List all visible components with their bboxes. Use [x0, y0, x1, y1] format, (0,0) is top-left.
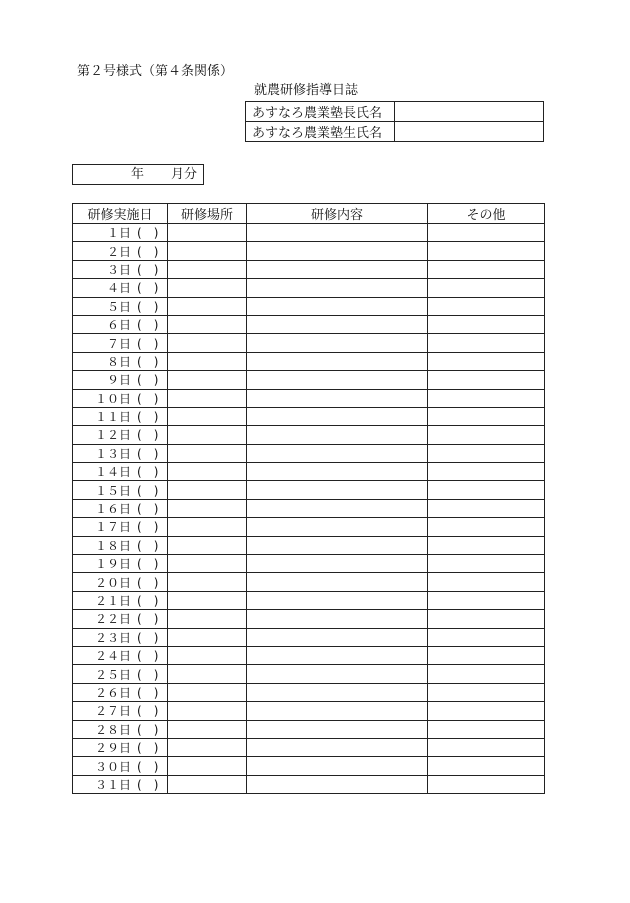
- table-row: [73, 463, 545, 481]
- table-row: [73, 481, 545, 499]
- table-row: [73, 738, 545, 756]
- location-cell[interactable]: [168, 702, 247, 720]
- day-suffix: 日: [119, 777, 132, 792]
- table-row: [73, 444, 545, 462]
- other-cell[interactable]: [428, 555, 545, 573]
- leader-name-field[interactable]: [395, 102, 544, 122]
- other-cell[interactable]: [428, 499, 545, 517]
- day-cell: [73, 481, 168, 499]
- weekday-blank[interactable]: ( ): [137, 373, 159, 388]
- location-cell[interactable]: [168, 426, 247, 444]
- day-cell: [73, 426, 168, 444]
- day-suffix: 日: [119, 262, 132, 277]
- content-cell[interactable]: [247, 260, 428, 278]
- location-cell[interactable]: [168, 463, 247, 481]
- day-suffix: 日: [119, 759, 132, 774]
- location-cell[interactable]: [168, 371, 247, 389]
- day-suffix: 日: [119, 446, 132, 461]
- weekday-blank[interactable]: ( ): [137, 299, 159, 314]
- content-cell[interactable]: [247, 757, 428, 775]
- student-name-field[interactable]: [395, 122, 544, 142]
- content-cell[interactable]: [247, 536, 428, 554]
- location-cell[interactable]: [168, 591, 247, 609]
- location-cell[interactable]: [168, 573, 247, 591]
- weekday-blank[interactable]: ( ): [137, 741, 159, 756]
- name-fields-table: [245, 101, 544, 142]
- content-cell[interactable]: [247, 702, 428, 720]
- location-cell[interactable]: [168, 334, 247, 352]
- location-cell[interactable]: [168, 260, 247, 278]
- other-cell[interactable]: [428, 481, 545, 499]
- table-row: [73, 279, 545, 297]
- content-cell[interactable]: [247, 242, 428, 260]
- day-number: １７: [94, 520, 119, 535]
- content-cell[interactable]: [247, 591, 428, 609]
- day-number: ２６: [94, 685, 119, 700]
- other-cell[interactable]: [428, 444, 545, 462]
- other-cell[interactable]: [428, 775, 545, 793]
- table-row: [73, 555, 545, 573]
- day-number: １５: [94, 483, 119, 498]
- table-row: [73, 297, 545, 315]
- weekday-blank[interactable]: ( ): [137, 704, 159, 719]
- day-number: １６: [94, 502, 119, 517]
- weekday-blank[interactable]: ( ): [137, 354, 159, 369]
- content-cell[interactable]: [247, 499, 428, 517]
- day-number: １０: [94, 391, 119, 406]
- day-cell: [73, 720, 168, 738]
- content-cell[interactable]: [247, 610, 428, 628]
- weekday-blank[interactable]: ( ): [137, 520, 159, 535]
- table-row: [73, 499, 545, 517]
- location-cell[interactable]: [168, 536, 247, 554]
- day-cell: [73, 518, 168, 536]
- day-number: ３０: [94, 759, 119, 774]
- other-cell[interactable]: [428, 407, 545, 425]
- table-row: [73, 242, 545, 260]
- table-row: [73, 352, 545, 370]
- day-suffix: 日: [119, 483, 132, 498]
- table-row: [73, 426, 545, 444]
- day-number: １９: [94, 557, 119, 572]
- weekday-blank[interactable]: ( ): [137, 594, 159, 608]
- table-row: [73, 665, 545, 683]
- day-suffix: 日: [119, 741, 132, 756]
- day-suffix: 日: [119, 299, 132, 314]
- day-suffix: 日: [119, 557, 132, 572]
- training-log-table: [72, 203, 545, 794]
- day-suffix: 日: [119, 354, 132, 369]
- table-row: [73, 224, 545, 242]
- day-number: ５: [106, 299, 119, 314]
- day-number: ２７: [94, 704, 119, 719]
- day-cell: [73, 665, 168, 683]
- table-row: [73, 610, 545, 628]
- day-number: １４: [94, 465, 119, 480]
- day-number: ７: [106, 336, 119, 351]
- location-cell[interactable]: [168, 499, 247, 517]
- content-cell[interactable]: [247, 720, 428, 738]
- weekday-blank[interactable]: ( ): [137, 538, 159, 553]
- weekday-blank[interactable]: ( ): [137, 685, 159, 700]
- content-cell[interactable]: [247, 683, 428, 701]
- day-number: ２２: [94, 612, 119, 627]
- table-row: [73, 536, 545, 554]
- weekday-blank[interactable]: ( ): [137, 557, 159, 572]
- day-suffix: 日: [119, 704, 132, 719]
- table-row: [73, 315, 545, 333]
- location-cell[interactable]: [168, 481, 247, 499]
- content-cell[interactable]: [247, 426, 428, 444]
- day-cell: [73, 407, 168, 425]
- weekday-blank[interactable]: ( ): [137, 465, 159, 480]
- content-cell[interactable]: [247, 444, 428, 462]
- content-cell[interactable]: [247, 573, 428, 591]
- content-cell[interactable]: [247, 646, 428, 664]
- content-cell[interactable]: [247, 279, 428, 297]
- day-cell: [73, 610, 168, 628]
- day-suffix: 日: [119, 667, 132, 682]
- day-number: ６: [106, 318, 119, 333]
- other-cell[interactable]: [428, 646, 545, 664]
- content-cell[interactable]: [247, 463, 428, 481]
- table-row: [73, 260, 545, 278]
- day-cell: [73, 591, 168, 609]
- other-cell[interactable]: [428, 738, 545, 756]
- day-number: ４: [106, 281, 119, 296]
- weekday-blank[interactable]: ( ): [137, 244, 159, 259]
- content-cell[interactable]: [247, 775, 428, 793]
- weekday-blank[interactable]: ( ): [137, 281, 159, 296]
- day-number: ２４: [94, 649, 119, 664]
- day-cell: [73, 628, 168, 646]
- day-suffix: 日: [119, 685, 132, 700]
- content-cell[interactable]: [247, 518, 428, 536]
- day-number: ８: [106, 354, 119, 369]
- table-row: [73, 518, 545, 536]
- student-name-row: [246, 122, 544, 142]
- header-training-date: 研修実施日: [73, 204, 168, 224]
- day-suffix: 日: [119, 428, 132, 443]
- day-suffix: 日: [119, 502, 132, 517]
- weekday-blank[interactable]: ( ): [137, 428, 159, 443]
- location-cell[interactable]: [168, 407, 247, 425]
- location-cell[interactable]: [168, 297, 247, 315]
- day-cell: [73, 738, 168, 756]
- location-cell[interactable]: [168, 665, 247, 683]
- location-cell[interactable]: [168, 352, 247, 370]
- day-suffix: 日: [119, 630, 132, 645]
- month-label: 月分: [171, 167, 198, 182]
- other-cell[interactable]: [428, 683, 545, 701]
- content-cell[interactable]: [247, 628, 428, 646]
- table-row: [73, 334, 545, 352]
- weekday-blank[interactable]: ( ): [137, 226, 159, 241]
- header-training-content: 研修内容: [247, 204, 428, 224]
- header-training-location: 研修場所: [168, 204, 247, 224]
- day-cell: [73, 334, 168, 352]
- document-title: 就農研修指導日誌: [254, 83, 359, 98]
- day-cell: [73, 463, 168, 481]
- day-suffix: 日: [119, 575, 132, 590]
- form-number: 第２号様式（第４条関係）: [77, 64, 234, 79]
- other-cell[interactable]: [428, 279, 545, 297]
- other-cell[interactable]: [428, 463, 545, 481]
- table-row: [73, 683, 545, 701]
- content-cell[interactable]: [247, 224, 428, 242]
- other-cell[interactable]: [428, 665, 545, 683]
- other-cell[interactable]: [428, 591, 545, 609]
- other-cell[interactable]: [428, 518, 545, 536]
- content-cell[interactable]: [247, 407, 428, 425]
- day-cell: [73, 279, 168, 297]
- content-cell[interactable]: [247, 481, 428, 499]
- other-cell[interactable]: [428, 242, 545, 260]
- day-suffix: 日: [119, 244, 132, 259]
- other-cell[interactable]: [428, 757, 545, 775]
- content-cell[interactable]: [247, 665, 428, 683]
- other-cell[interactable]: [428, 720, 545, 738]
- table-row: [73, 389, 545, 407]
- day-cell: [73, 297, 168, 315]
- other-cell[interactable]: [428, 628, 545, 646]
- day-suffix: 日: [119, 612, 132, 627]
- day-suffix: 日: [119, 520, 132, 535]
- weekday-blank[interactable]: ( ): [137, 612, 159, 627]
- table-row: [73, 757, 545, 775]
- day-cell: [73, 757, 168, 775]
- location-cell[interactable]: [168, 224, 247, 242]
- location-cell[interactable]: [168, 555, 247, 573]
- day-cell: [73, 260, 168, 278]
- day-suffix: 日: [119, 538, 132, 553]
- day-number: ２: [106, 244, 119, 259]
- day-number: ３１: [94, 777, 119, 792]
- day-cell: [73, 315, 168, 333]
- weekday-blank[interactable]: ( ): [137, 777, 159, 792]
- weekday-blank[interactable]: ( ): [137, 262, 159, 277]
- day-suffix: 日: [119, 649, 132, 664]
- day-cell: [73, 371, 168, 389]
- table-row: [73, 775, 545, 793]
- student-name-label: あすなろ農業塾生氏名: [246, 122, 395, 142]
- table-row: [73, 720, 545, 738]
- weekday-blank[interactable]: ( ): [137, 649, 159, 664]
- year-month-field[interactable]: [72, 164, 204, 185]
- weekday-blank[interactable]: ( ): [137, 446, 159, 461]
- weekday-blank[interactable]: ( ): [137, 410, 159, 425]
- other-cell[interactable]: [428, 260, 545, 278]
- day-number: ２８: [94, 722, 119, 737]
- day-cell: [73, 775, 168, 793]
- location-cell[interactable]: [168, 646, 247, 664]
- location-cell[interactable]: [168, 720, 247, 738]
- day-number: １２: [94, 428, 119, 443]
- other-cell[interactable]: [428, 297, 545, 315]
- location-cell[interactable]: [168, 279, 247, 297]
- weekday-blank[interactable]: ( ): [137, 336, 159, 351]
- day-suffix: 日: [119, 373, 132, 388]
- day-number: ９: [106, 373, 119, 388]
- content-cell[interactable]: [247, 352, 428, 370]
- table-row: [73, 371, 545, 389]
- content-cell[interactable]: [247, 738, 428, 756]
- location-cell[interactable]: [168, 628, 247, 646]
- location-cell[interactable]: [168, 683, 247, 701]
- day-number: １: [106, 226, 119, 241]
- day-suffix: 日: [119, 594, 132, 608]
- location-cell[interactable]: [168, 757, 247, 775]
- day-number: ２９: [94, 741, 119, 756]
- training-log-body: [73, 224, 545, 794]
- day-cell: [73, 646, 168, 664]
- leader-name-label: あすなろ農業塾長氏名: [246, 102, 395, 122]
- location-cell[interactable]: [168, 242, 247, 260]
- content-cell[interactable]: [247, 555, 428, 573]
- other-cell[interactable]: [428, 426, 545, 444]
- day-suffix: 日: [119, 336, 132, 351]
- other-cell[interactable]: [428, 352, 545, 370]
- other-cell[interactable]: [428, 315, 545, 333]
- day-number: ２０: [94, 575, 119, 590]
- day-number: １１: [94, 410, 119, 425]
- location-cell[interactable]: [168, 389, 247, 407]
- day-number: ２５: [94, 667, 119, 682]
- day-cell: [73, 573, 168, 591]
- day-cell: [73, 389, 168, 407]
- day-suffix: 日: [119, 318, 132, 333]
- weekday-blank[interactable]: ( ): [137, 502, 159, 517]
- content-cell[interactable]: [247, 315, 428, 333]
- location-cell[interactable]: [168, 738, 247, 756]
- day-cell: [73, 242, 168, 260]
- weekday-blank[interactable]: ( ): [137, 667, 159, 682]
- day-number: ２１: [94, 594, 119, 608]
- day-cell: [73, 352, 168, 370]
- day-number: ２３: [94, 630, 119, 645]
- weekday-blank[interactable]: ( ): [137, 575, 159, 590]
- table-header-row: [73, 204, 545, 224]
- day-suffix: 日: [119, 391, 132, 406]
- table-row: [73, 573, 545, 591]
- table-row: [73, 591, 545, 609]
- table-row: [73, 702, 545, 720]
- weekday-blank[interactable]: ( ): [137, 391, 159, 406]
- location-cell[interactable]: [168, 315, 247, 333]
- other-cell[interactable]: [428, 702, 545, 720]
- header-other: その他: [428, 204, 545, 224]
- day-number: １３: [94, 446, 119, 461]
- day-cell: [73, 683, 168, 701]
- day-suffix: 日: [119, 722, 132, 737]
- location-cell[interactable]: [168, 610, 247, 628]
- weekday-blank[interactable]: ( ): [137, 483, 159, 498]
- table-row: [73, 646, 545, 664]
- content-cell[interactable]: [247, 334, 428, 352]
- other-cell[interactable]: [428, 224, 545, 242]
- year-label: 年: [131, 167, 145, 182]
- day-suffix: 日: [119, 281, 132, 296]
- leader-name-row: [246, 102, 544, 122]
- location-cell[interactable]: [168, 444, 247, 462]
- content-cell[interactable]: [247, 389, 428, 407]
- other-cell[interactable]: [428, 573, 545, 591]
- day-number: ３: [106, 262, 119, 277]
- day-cell: [73, 536, 168, 554]
- day-cell: [73, 444, 168, 462]
- content-cell[interactable]: [247, 297, 428, 315]
- day-cell: [73, 555, 168, 573]
- content-cell[interactable]: [247, 371, 428, 389]
- day-cell: [73, 224, 168, 242]
- location-cell[interactable]: [168, 775, 247, 793]
- other-cell[interactable]: [428, 536, 545, 554]
- other-cell[interactable]: [428, 334, 545, 352]
- table-row: [73, 407, 545, 425]
- location-cell[interactable]: [168, 518, 247, 536]
- day-cell: [73, 702, 168, 720]
- other-cell[interactable]: [428, 389, 545, 407]
- weekday-blank[interactable]: ( ): [137, 722, 159, 737]
- weekday-blank[interactable]: ( ): [137, 630, 159, 645]
- day-suffix: 日: [119, 410, 132, 425]
- other-cell[interactable]: [428, 371, 545, 389]
- other-cell[interactable]: [428, 610, 545, 628]
- day-cell: [73, 499, 168, 517]
- day-number: １８: [94, 538, 119, 553]
- table-row: [73, 628, 545, 646]
- day-suffix: 日: [119, 465, 132, 480]
- weekday-blank[interactable]: ( ): [137, 759, 159, 774]
- weekday-blank[interactable]: ( ): [137, 318, 159, 333]
- day-suffix: 日: [119, 226, 132, 241]
